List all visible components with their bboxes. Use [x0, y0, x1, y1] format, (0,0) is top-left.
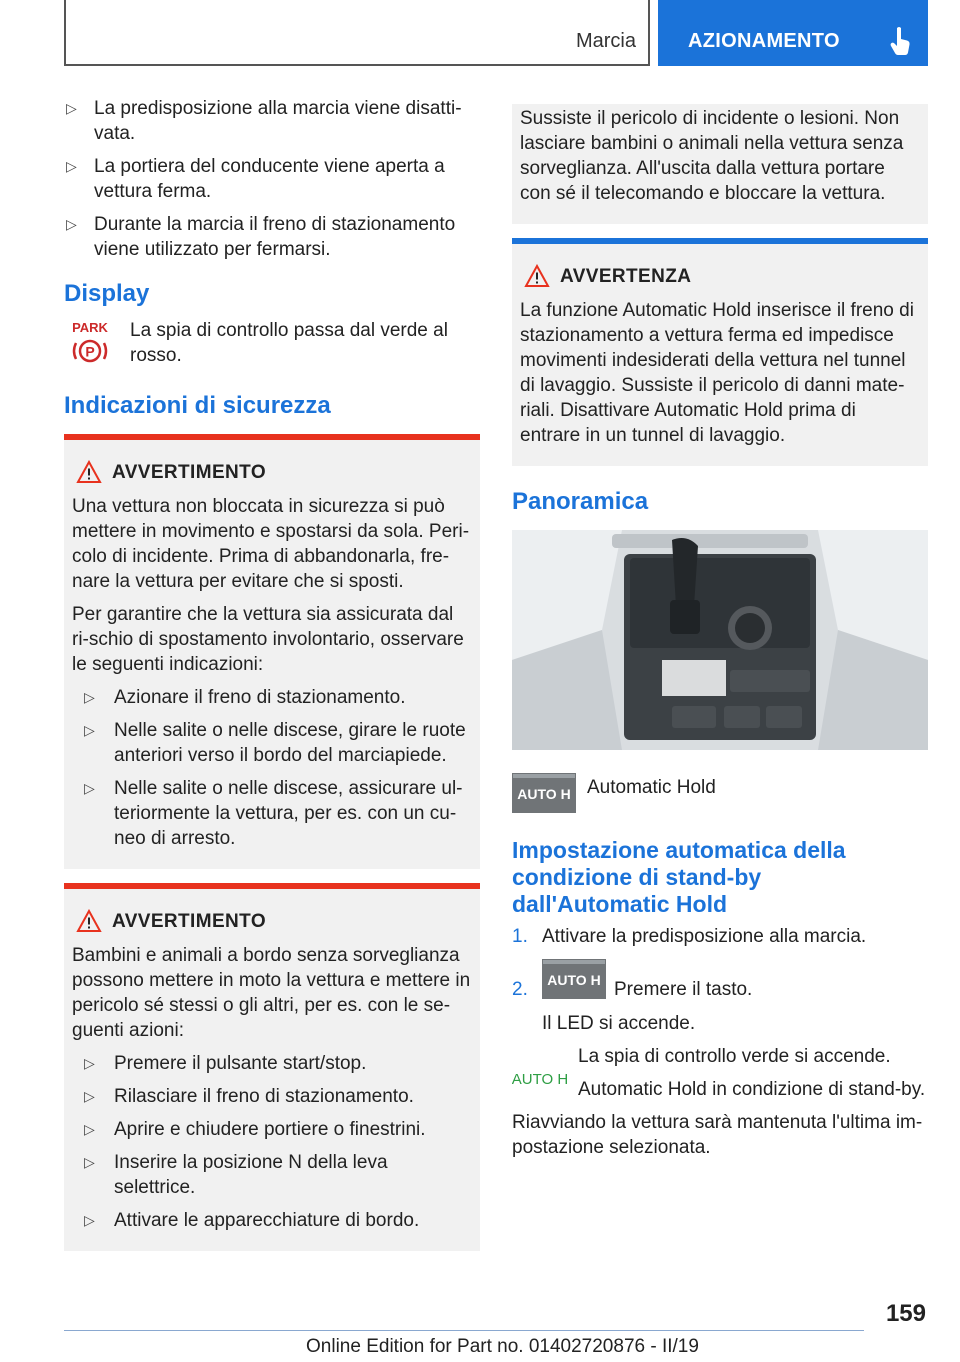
autoh-button-row — [512, 773, 928, 819]
warning-title: AVVERTIMENTO — [72, 460, 472, 486]
triangle-bullet-icon: ▷ — [84, 722, 95, 738]
warning-text: Una vettura non bloccata in sicurezza si può mettere in movimento e spostarsi da sola. Peri-colo di incidente. Prima di abbandonarla, fre-nare la vettura per evitare che si sposti. — [72, 496, 470, 592]
page-header — [64, 0, 928, 66]
svg-text:AUTO H: AUTO H — [517, 786, 571, 802]
header-chapter-label: AZIONAMENTO — [688, 30, 840, 52]
autoh-button-icon — [512, 773, 576, 813]
triangle-bullet-icon: ▷ — [84, 1121, 95, 1137]
warning-text: Per garantire che la vettura sia assicurata dal ri-schio di spostamento involontario, osservare le seguenti indicazioni: — [72, 604, 464, 675]
led-text: Il LED si accende. — [542, 1013, 696, 1034]
svg-text:P: P — [85, 343, 95, 360]
triangle-bullet-icon: ▷ — [84, 780, 95, 796]
warning-box — [64, 883, 480, 1251]
triangle-bullet-icon: ▷ — [84, 689, 95, 705]
triangle-bullet-icon: ▷ — [66, 100, 77, 116]
svg-text:AUTO H: AUTO H — [512, 1071, 568, 1088]
display-description: La spia di controllo passa dal verde al rosso. — [130, 320, 448, 366]
warning-triangle-icon — [76, 909, 102, 933]
list-item: ▷ La portiera del conducente viene aperta a vettura ferma. — [66, 156, 445, 202]
notice-title: AVVERTENZA — [520, 264, 920, 290]
intro-bullet-list — [64, 96, 480, 262]
list-item: 1. Attivare la predisposizione alla marcia. — [512, 926, 867, 947]
footer-divider — [64, 1330, 864, 1331]
notice-box — [512, 238, 928, 466]
warning-box — [64, 434, 480, 869]
overview-heading: Panoramica — [512, 488, 649, 515]
warning-triangle-icon — [76, 460, 102, 484]
triangle-bullet-icon: ▷ — [84, 1154, 95, 1170]
triangle-bullet-icon: ▷ — [84, 1055, 95, 1071]
svg-text:PARK: PARK — [72, 320, 108, 335]
triangle-bullet-icon: ▷ — [84, 1212, 95, 1228]
list-item: ▷ Aprire e chiudere portiere o finestrini. — [84, 1119, 426, 1140]
header-chapter-tab[interactable] — [658, 0, 928, 66]
indicator-row — [512, 1044, 928, 1102]
list-item: ▷ Attivare le apparecchiature di bordo. — [84, 1210, 420, 1231]
warning-triangle-icon — [524, 264, 550, 288]
list-item: ▷ Durante la marcia il freno di stazionamento viene utilizzato per fermarsi. — [66, 214, 456, 260]
final-note: Riavviando la vettura sarà mantenuta l'ultima im-postazione selezionata. — [512, 1112, 923, 1158]
steps-list — [512, 924, 928, 1003]
autoh-button-icon — [542, 959, 606, 999]
autoh-indicator-icon — [512, 1064, 568, 1094]
display-row — [64, 318, 480, 374]
warning-bullet-list — [72, 685, 472, 851]
park-brake-indicator-icon — [64, 318, 116, 368]
warning-continuation-box — [512, 104, 928, 224]
warning-text: Bambini e animali a bordo senza sorveglianza possono mettere in moto la vettura e mettere in pericolo sé stessi o gli altri, per es. con le se-guenti azioni: — [72, 945, 471, 1041]
right-column — [512, 104, 928, 1168]
warning-title: AVVERTIMENTO — [72, 909, 472, 935]
list-item: ▷ Nelle salite o nelle discese, girare le ruote anteriori verso il bordo del marciapiede. — [84, 720, 466, 766]
list-item: ▷ Inserire la posizione N della leva selettrice. — [84, 1152, 388, 1198]
list-item: ▷ Rilasciare il freno di stazionamento. — [84, 1086, 414, 1107]
header-section-title: Marcia — [575, 30, 636, 52]
list-item: 2. AUTO H Premere il tasto. — [512, 959, 928, 1003]
triangle-bullet-icon: ▷ — [66, 216, 77, 232]
notice-text: La funzione Automatic Hold inserisce il freno di stazionamento a vettura ferma ed impedisce movimenti indesiderati della vettura nel tunnel di lavaggio. Sussiste il pericolo di danni mate-riali. Disattivare Automatic Hold prima di entrare in un tunnel di lavaggio. — [520, 300, 914, 446]
page-number: 159 — [885, 1300, 926, 1327]
warning-bullet-list — [72, 1051, 472, 1233]
warning-text: Sussiste il pericolo di incidente o lesioni. Non lasciare bambini o animali nella vettura senza sorveglianza. All'uscita dalla vettura portare con sé il telecomando e bloccare la vettura. — [520, 108, 904, 204]
safety-heading: Indicazioni di sicurezza — [64, 392, 331, 419]
triangle-bullet-icon: ▷ — [84, 1088, 95, 1104]
list-item: ▷ Azionare il freno di stazionamento. — [84, 687, 406, 708]
autoh-caption: Automatic Hold — [587, 777, 716, 798]
svg-text:AUTO H: AUTO H — [547, 972, 601, 988]
left-column — [64, 96, 480, 1265]
triangle-bullet-icon: ▷ — [66, 158, 77, 174]
standby-heading: Impostazione automatica della condizione di stand-by dall'Automatic Hold — [512, 837, 846, 917]
list-item: ▷ Nelle salite o nelle discese, assicurare ul-teriormente la vettura, per es. con un cu-neo di arresto. — [84, 778, 463, 849]
list-item: ▷ La predisposizione alla marcia viene disatti-vata. — [66, 98, 462, 144]
hand-pointer-icon — [888, 26, 914, 56]
display-heading: Display — [64, 280, 150, 307]
indicator-text: La spia di controllo verde si accende. Automatic Hold in condizione di stand-by. — [578, 1046, 926, 1100]
list-item: ▷ Premere il pulsante start/stop. — [84, 1053, 367, 1074]
center-console-photo — [512, 530, 928, 750]
footer-edition: Online Edition for Part no. 01402720876 - II/19 — [306, 1336, 699, 1357]
